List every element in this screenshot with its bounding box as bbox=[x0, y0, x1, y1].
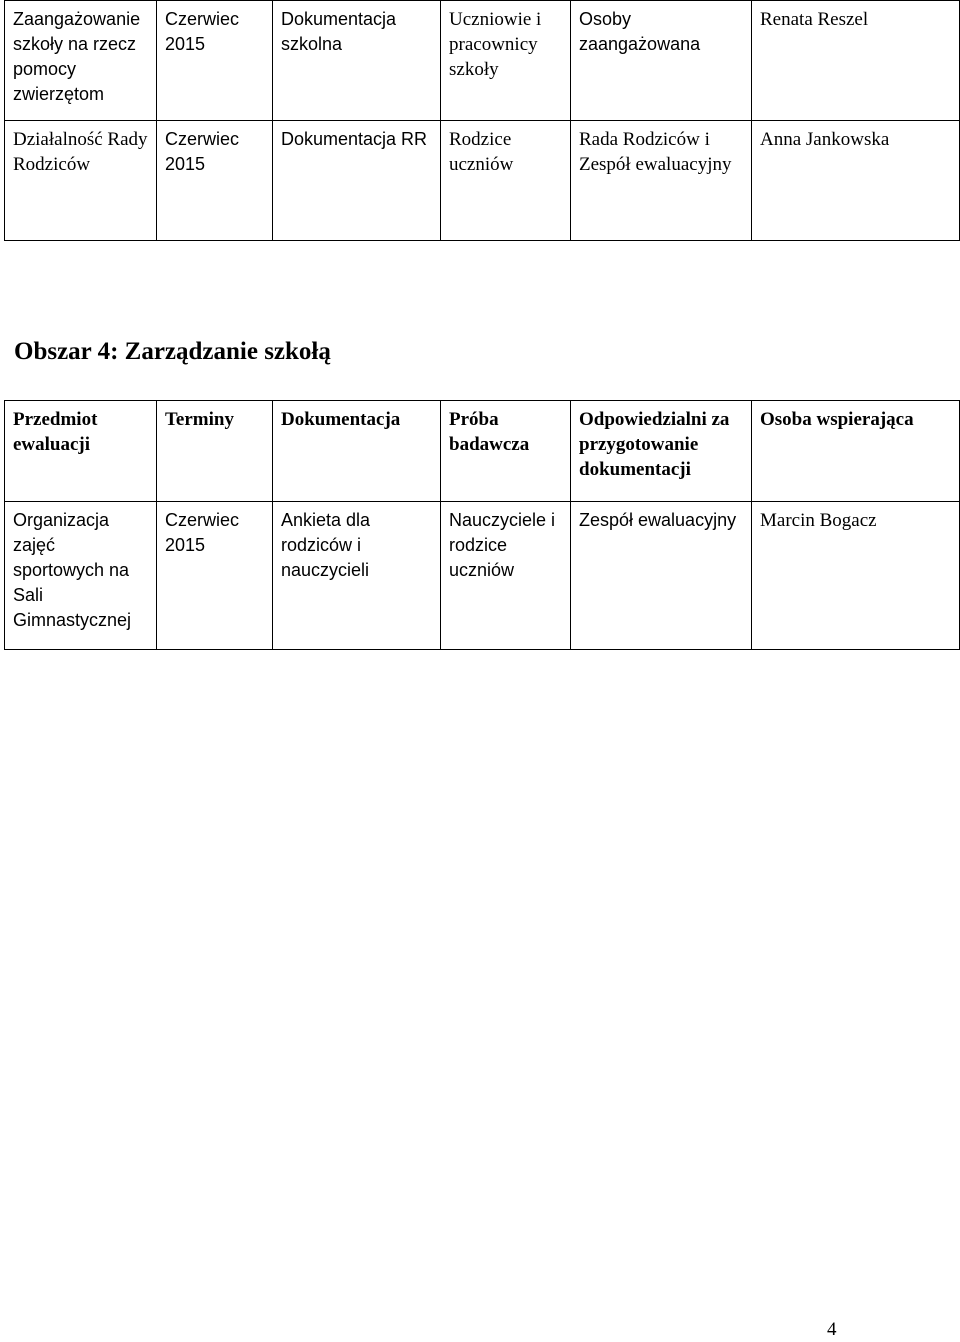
column-header-terms: Terminy bbox=[157, 401, 273, 502]
table-cell-sample: Rodzice uczniów bbox=[441, 121, 571, 241]
table-cell-term: Czerwiec 2015 bbox=[157, 1, 273, 121]
table-cell-documentation: Dokumentacja szkolna bbox=[273, 1, 441, 121]
table-cell-responsible: Zespół ewaluacyjny bbox=[571, 502, 752, 650]
column-header-documentation: Dokumentacja bbox=[273, 401, 441, 502]
column-header-sample: Próba badawcza bbox=[441, 401, 571, 502]
table-cell-documentation: Ankieta dla rodziców i nauczycieli bbox=[273, 502, 441, 650]
table-cell-term: Czerwiec 2015 bbox=[157, 121, 273, 241]
evaluation-table-area-4 bbox=[4, 400, 960, 650]
table-cell-term: Czerwiec 2015 bbox=[157, 502, 273, 650]
column-header-responsible: Odpowiedzialni za przygotowanie dokumentacji bbox=[571, 401, 752, 502]
table-cell-subject: Organizacja zajęć sportowych na Sali Gimnastycznej bbox=[5, 502, 157, 650]
column-header-subject: Przedmiot ewaluacji bbox=[5, 401, 157, 502]
evaluation-table-continued bbox=[4, 0, 960, 241]
table-cell-support-person: Renata Reszel bbox=[752, 1, 960, 121]
table-cell-responsible: Rada Rodziców i Zespół ewaluacyjny bbox=[571, 121, 752, 241]
table-cell-sample: Nauczyciele i rodzice uczniów bbox=[441, 502, 571, 650]
table-cell-sample: Uczniowie i pracownicy szkoły bbox=[441, 1, 571, 121]
table-row bbox=[5, 502, 960, 650]
table-row bbox=[5, 1, 960, 121]
table-header-row bbox=[5, 401, 960, 502]
table-cell-support-person: Marcin Bogacz bbox=[752, 502, 960, 650]
table-row bbox=[5, 121, 960, 241]
table-cell-documentation: Dokumentacja RR bbox=[273, 121, 441, 241]
table-cell-subject: Zaangażowanie szkoły na rzecz pomocy zwierzętom bbox=[5, 1, 157, 121]
table-cell-responsible: Osoby zaangażowana bbox=[571, 1, 752, 121]
table-cell-support-person: Anna Jankowska bbox=[752, 121, 960, 241]
column-header-support-person: Osoba wspierająca bbox=[752, 401, 960, 502]
section-heading: Obszar 4: Zarządzanie szkołą bbox=[14, 338, 331, 365]
table-cell-subject: Działalność Rady Rodziców bbox=[5, 121, 157, 241]
page-number: 4 bbox=[827, 1319, 837, 1340]
